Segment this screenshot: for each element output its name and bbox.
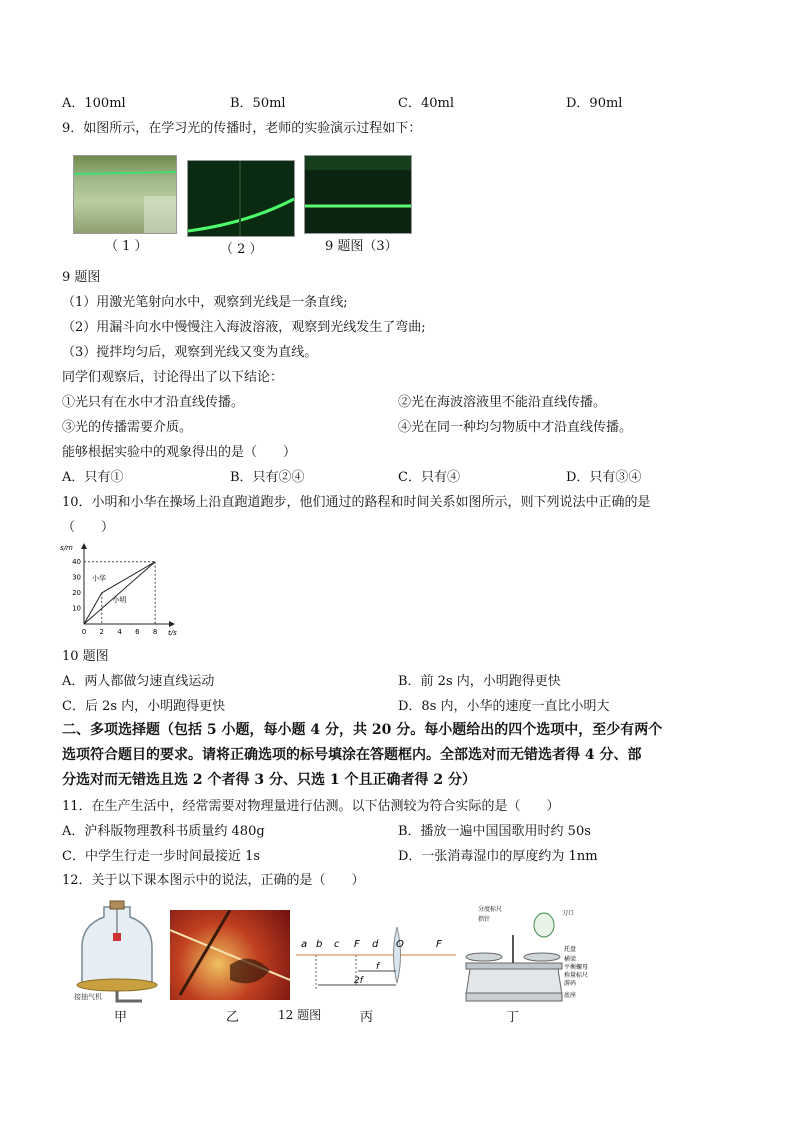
series-line-1 xyxy=(84,562,155,624)
q8-option-b: B．50ml xyxy=(230,96,286,111)
pump-label: 接抽气机 xyxy=(74,993,102,1001)
photo-laser-bent xyxy=(187,160,295,237)
q8-option-a: A．100ml xyxy=(62,96,126,111)
x-tick-label: 8 xyxy=(152,628,158,636)
q10-option-a: A．两人都做匀速直线运动 xyxy=(62,674,215,689)
q10-stem: 10．小明和小华在操场上沿直跑道跑步，他们通过的路程和时间关系如图所示，则下列说法中正确的是 xyxy=(62,495,651,510)
q9-conclusion-3: ③光的传播需要介质。 xyxy=(62,420,193,435)
svg-text:游码: 游码 xyxy=(564,980,577,987)
x-tick-label: 4 xyxy=(117,628,122,636)
q12-figure-label: 12 题图 xyxy=(278,1008,322,1022)
svg-text:平衡螺母: 平衡螺母 xyxy=(564,964,589,971)
q9-figure-label: 9 题图 xyxy=(62,270,101,285)
series-label-0: 小华 xyxy=(92,574,106,583)
series-label-1: 小明 xyxy=(112,596,127,605)
q9-caption-1: （ 1 ） xyxy=(105,239,148,254)
svg-text:F: F xyxy=(436,939,442,950)
y-tick-label: 10 xyxy=(72,604,81,613)
bell-jar-figure xyxy=(72,897,167,1009)
q8-option-c: C．40ml xyxy=(398,96,454,111)
svg-text:托盘: 托盘 xyxy=(564,946,577,953)
q10-paren: （ ） xyxy=(62,520,115,535)
q9-option-c: C．只有④ xyxy=(398,470,460,485)
x-axis-label: t/s xyxy=(168,629,177,637)
q12-caption-ding: 丁 xyxy=(506,1010,520,1025)
q9-stem: 9．如图所示，在学习光的传播时，老师的实验演示过程如下： xyxy=(62,121,422,136)
y-axis-label: s/m xyxy=(60,544,73,552)
svg-text:分度标尺: 分度标尺 xyxy=(478,906,503,913)
q10-option-c: C．后 2s 内，小明跑得更快 xyxy=(62,699,226,714)
y-tick-label: 30 xyxy=(72,573,81,582)
svg-text:称量标尺: 称量标尺 xyxy=(564,972,589,979)
violin-photo xyxy=(170,910,290,1000)
q9-option-a: A．只有① xyxy=(62,470,124,485)
y-tick-label: 40 xyxy=(72,557,81,566)
q9-option-d: D．只有③④ xyxy=(566,470,642,485)
section2-line-3: 分选对而无错选且选 2 个者得 3 分、只选 1 个且正确者得 2 分） xyxy=(62,772,476,788)
svg-text:指针: 指针 xyxy=(478,916,491,923)
q9-conclusion-4: ④光在同一种均匀物质中才沿直线传播。 xyxy=(398,420,633,435)
y-tick-label: 20 xyxy=(72,588,81,597)
q9-step-3: （3）搅拌均匀后，观察到光线又变为直线。 xyxy=(62,345,318,360)
x-tick-label: 6 xyxy=(135,628,140,636)
q11-option-d: D．一张消毒湿巾的厚度约为 1nm xyxy=(398,849,598,864)
svg-text:横梁: 横梁 xyxy=(564,956,577,963)
q9-step-2: （2）用漏斗向水中慢慢注入海波溶液，观察到光线发生了弯曲; xyxy=(62,320,426,335)
q11-option-c: C．中学生行走一步时间最接近 1s xyxy=(62,849,261,864)
q12-caption-bing: 丙 xyxy=(360,1010,374,1025)
q8-option-d: D．90ml xyxy=(566,96,623,111)
svg-text:O: O xyxy=(396,939,404,950)
q10-option-b: B．前 2s 内，小明跑得更快 xyxy=(398,674,561,689)
x-tick-label: 2 xyxy=(99,628,105,636)
q10-option-d: D．8s 内，小华的速度一直比小明大 xyxy=(398,699,610,714)
q9-caption-2: （ 2 ） xyxy=(220,242,263,257)
svg-text:2f: 2f xyxy=(354,976,363,986)
section2-line-1: 二、多项选择题（包括 5 小题，每小题 4 分，共 20 分。每小题给出的四个选项中，至少有两个 xyxy=(62,722,663,738)
q9-conclusion-1: ①光只有在水中才沿直线传播。 xyxy=(62,395,245,410)
q11-stem: 11．在生产生活中，经常需要对物理量进行估测。以下估测较为符合实际的是（ ） xyxy=(62,799,560,814)
svg-text:F: F xyxy=(354,939,360,950)
q9-step-1: （1）用激光笔射向水中，观察到光线是一条直线; xyxy=(62,295,348,310)
q9-conclusion-2: ②光在海波溶液里不能沿直线传播。 xyxy=(398,395,607,410)
svg-text:底座: 底座 xyxy=(564,992,577,999)
svg-text:a: a xyxy=(301,939,308,950)
q12-caption-yi: 乙 xyxy=(226,1010,240,1025)
balance-figure xyxy=(462,905,602,1005)
q12-stem: 12．关于以下课本图示中的说法，正确的是（ ） xyxy=(62,873,365,888)
q9-discuss: 同学们观察后，讨论得出了以下结论： xyxy=(62,370,284,385)
svg-text:d: d xyxy=(372,939,379,950)
q9-question: 能够根据实验中的观象得出的是（ ） xyxy=(62,445,297,460)
photo-laser-in-water xyxy=(73,155,177,234)
svg-text:c: c xyxy=(334,939,340,950)
x-tick-label: 0 xyxy=(81,628,87,636)
q11-option-b: B．播放一遍中国国歌用时约 50s xyxy=(398,824,591,839)
photo-laser-straight xyxy=(304,155,412,234)
svg-text:刀口: 刀口 xyxy=(562,910,575,917)
section2-line-2: 选项符合题目的要求。请将正确选项的标号填涂在答题框内。全部选对而无错选者得 4 分、部 xyxy=(62,747,642,763)
lens-diagram xyxy=(296,925,456,995)
svg-text:f: f xyxy=(376,962,380,972)
svg-text:b: b xyxy=(316,939,323,950)
q11-option-a: A．沪科版物理教科书质量约 480g xyxy=(62,824,265,839)
q12-caption-jia: 甲 xyxy=(114,1010,128,1025)
q9-caption-3: 9 题图（3） xyxy=(325,239,398,254)
q9-option-b: B．只有②④ xyxy=(230,470,305,485)
q10-figure-label: 10 题图 xyxy=(62,649,109,664)
st-graph xyxy=(58,540,178,640)
